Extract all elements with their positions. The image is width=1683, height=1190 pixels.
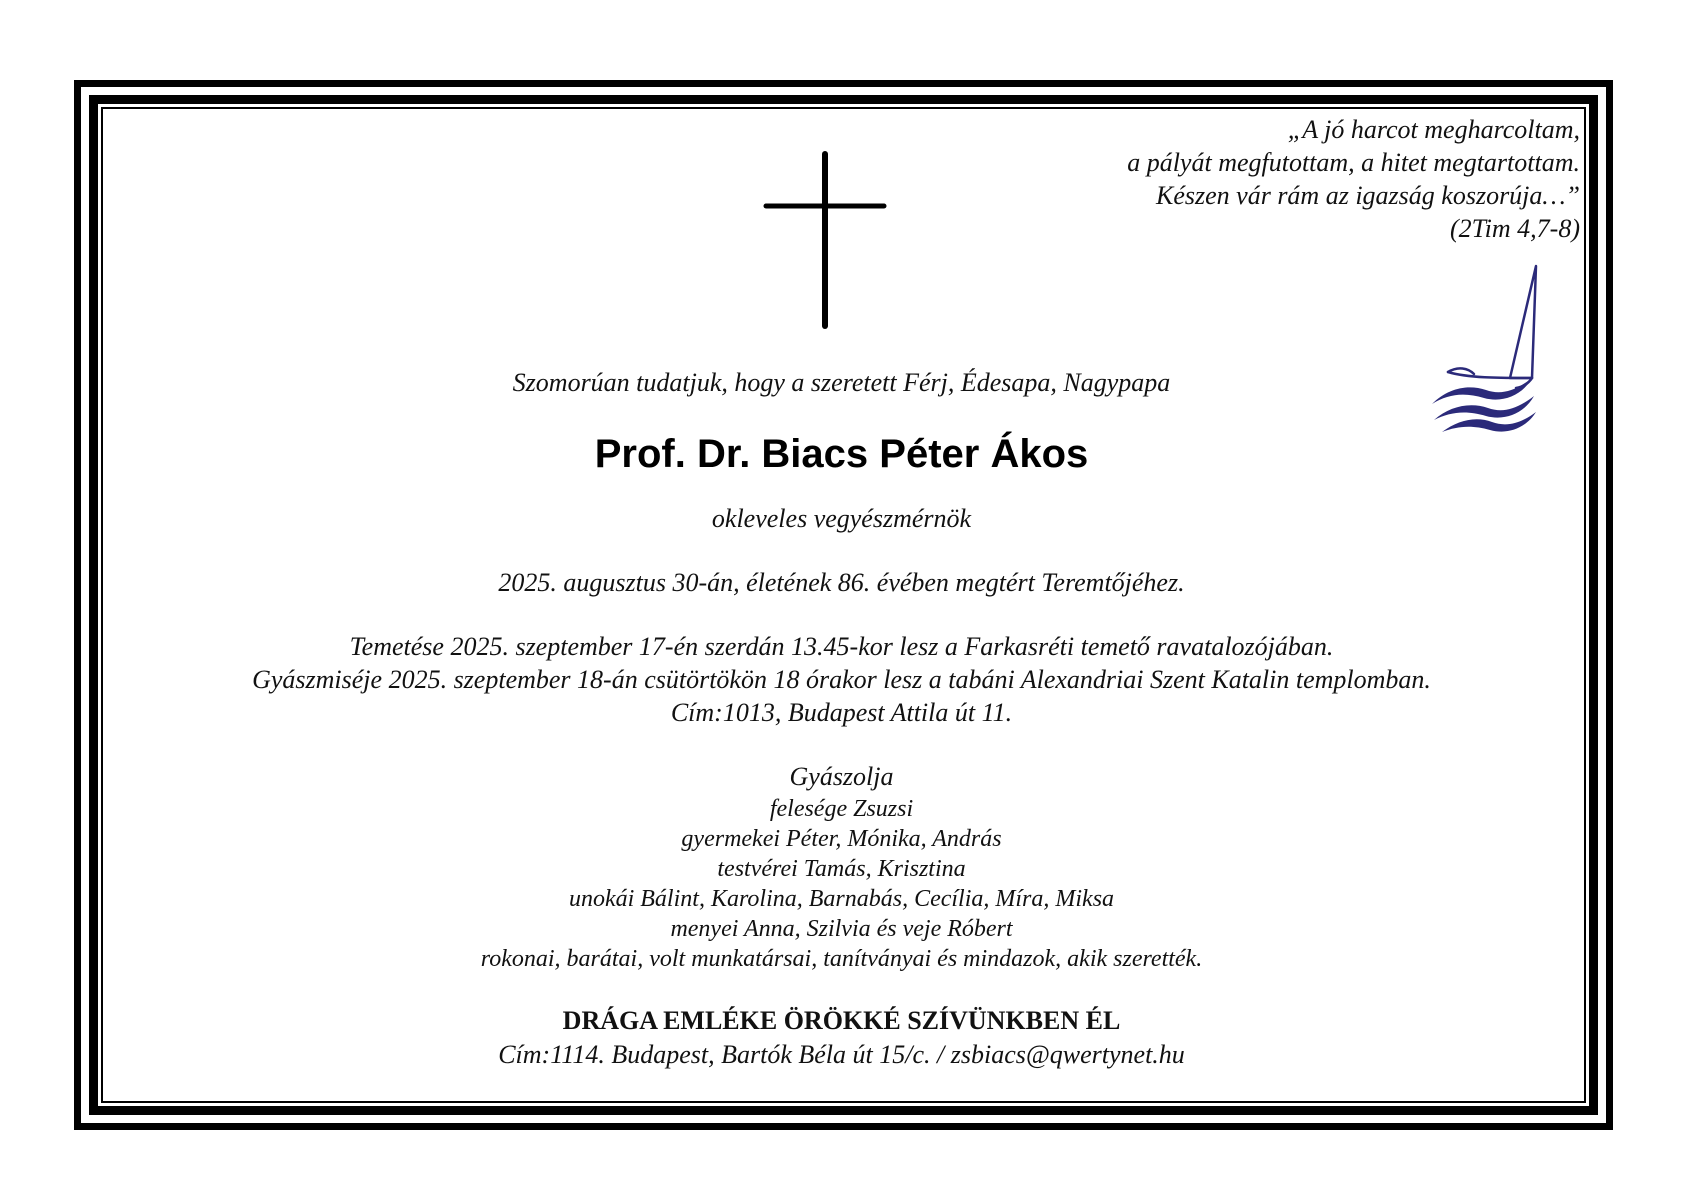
mourner-line: menyei Anna, Szilvia és veje Róbert (670, 916, 1013, 942)
bible-quote (1127, 113, 1580, 245)
contact-address: Cím:1114. Budapest, Bartók Béla út 15/c. / zsbiacs@qwertynet.hu (498, 1040, 1185, 1069)
mourner-line: felesége Zsuzsi (769, 796, 914, 822)
mourner-line: unokái Bálint, Karolina, Barnabás, Cecília, Míra, Miksa (568, 886, 1115, 912)
mourner-line: rokonai, barátai, volt munkatársai, tanítványai és mindazok, akik szerették. (480, 946, 1203, 972)
death-notice: 2025. augusztus 30-án, életének 86. évében megtért Teremtőjéhez. (498, 568, 1185, 597)
mourners-heading: Gyászolja (789, 762, 894, 791)
intro-text: Szomorúan tudatjuk, hogy a szeretett Férj, Édesapa, Nagypapa (512, 368, 1171, 397)
deceased-name: Prof. Dr. Biacs Péter Ákos (594, 432, 1089, 476)
closing-line: DRÁGA EMLÉKE ÖRÖKKÉ SZÍVÜNKBEN ÉL (562, 1006, 1121, 1035)
quote-reference: (2Tim 4,7-8) (1450, 214, 1580, 243)
quote-line-2: a pályát megfutottam, a hitet megtartottam. (1127, 148, 1580, 177)
funeral-line-2: Gyászmiséje 2025. szeptember 18-án csütörtökön 18 órakor lesz a tabáni Alexandriai Szent Katalin templomban. (252, 665, 1431, 694)
quote-line-3: Készen vár rám az igazság koszorúja…” (1156, 181, 1580, 210)
funeral-line-1: Temetése 2025. szeptember 17-én szerdán 13.45-kor lesz a Farkasréti temető ravatalozójában. (349, 632, 1334, 661)
mourner-line: testvérei Tamás, Krisztina (717, 856, 966, 882)
sailboat-icon (1428, 260, 1548, 440)
quote-line-1: „A jó harcot megharcoltam, (1287, 115, 1580, 144)
profession: okleveles vegyészmérnök (711, 504, 972, 533)
cross-icon (760, 150, 890, 330)
mourner-line: gyermekei Péter, Mónika, András (681, 826, 1002, 852)
funeral-address: Cím:1013, Budapest Attila út 11. (670, 698, 1013, 727)
